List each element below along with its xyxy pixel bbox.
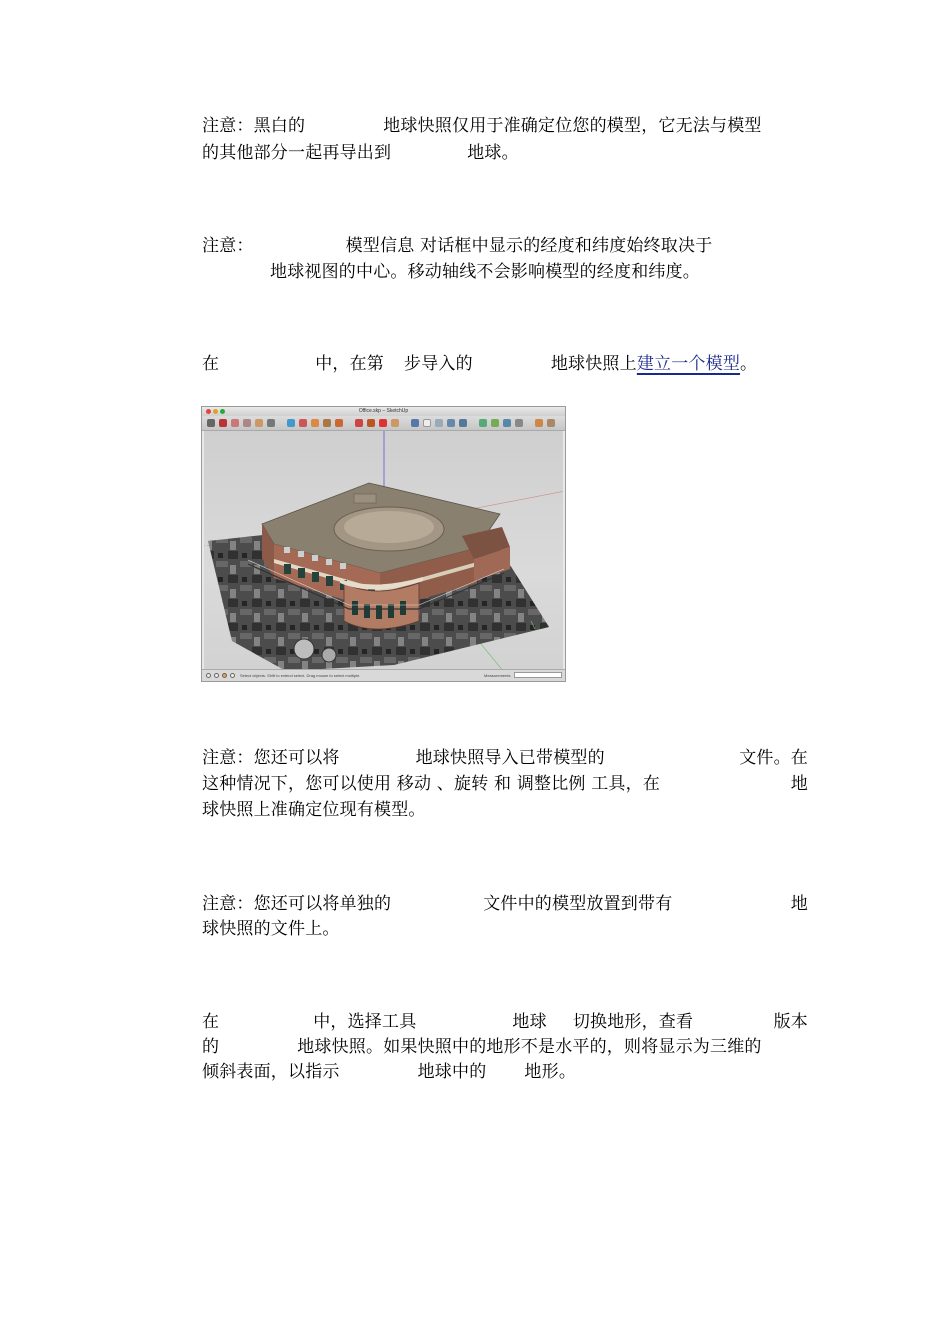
geolocation-status-icon <box>206 673 211 678</box>
orbit-tool-icon <box>411 419 419 427</box>
credits-status-icon <box>214 673 219 678</box>
move-tool-icon <box>299 419 307 427</box>
note2-line2: 地球视图的中心。移动轴线不会影响模型的经度和纬度。 <box>270 262 700 282</box>
eraser-tool-icon <box>231 419 239 427</box>
note3-line2: 这种情况下，您可以使用 移动 、旋转 和 调整比例 工具，在 地 <box>202 774 808 794</box>
building-model-render <box>204 431 563 670</box>
note4-line1: 注意：您还可以将单独的 文件中的模型放置到带有 地 <box>202 894 808 914</box>
note1-line2: 的其他部分一起再导出到 地球。 <box>202 143 519 163</box>
zoom-tool-icon <box>435 419 443 427</box>
toggle-terrain-icon <box>491 419 499 427</box>
note3-line3: 球快照上准确定位现有模型。 <box>202 800 426 820</box>
select-tool-icon <box>207 419 215 427</box>
components-icon <box>535 419 543 427</box>
note4-line2: 球快照的文件上。 <box>202 919 340 939</box>
sketchup-statusbar <box>202 669 565 681</box>
minimize-window-icon <box>213 409 218 414</box>
zoom-extents-tool-icon <box>459 419 467 427</box>
build-model-link[interactable]: 建立一个模型 <box>636 354 741 374</box>
status-text: Select objects. Shift to extend select. Drag mouse to select multiple. <box>240 673 361 678</box>
extension-icon <box>547 419 555 427</box>
get-models-icon <box>515 419 523 427</box>
tape-tool-icon <box>367 419 375 427</box>
measurements-field[interactable] <box>514 672 562 678</box>
note1-line1: 注意：黑白的 地球快照仅用于准确定位您的模型，它无法与模型 <box>202 116 762 136</box>
step-line: 在 中，在第 步导入的 地球快照上建立一个模型。 <box>202 354 758 374</box>
protractor-tool-icon <box>379 419 387 427</box>
rectangle-tool-icon <box>243 419 251 427</box>
get-location-icon <box>479 419 487 427</box>
note2-line1: 注意： 模型信息 对话框中显示的经度和纬度始终取决于 <box>202 236 713 256</box>
model-viewport[interactable] <box>204 431 563 670</box>
rotate-tool-icon <box>311 419 319 427</box>
user-status-icon <box>222 673 227 678</box>
scale-tool-icon <box>335 419 343 427</box>
text-tool-icon <box>391 419 399 427</box>
final-line2: 的 地球快照。如果快照中的地形不是水平的，则将显示为三维的 <box>202 1037 762 1057</box>
sketchup-screenshot <box>201 406 566 682</box>
measurements-label: Measurements <box>484 673 511 678</box>
help-status-icon <box>230 673 235 678</box>
pan-tool-icon <box>423 419 431 427</box>
place-model-icon <box>503 419 511 427</box>
offset-tool-icon <box>323 419 331 427</box>
sketchup-toolbar <box>202 416 565 431</box>
pencil-tool-icon <box>219 419 227 427</box>
pushpull-tool-icon <box>287 419 295 427</box>
zoom-window-tool-icon <box>447 419 455 427</box>
final-line1: 在 中，选择工具 地球 切换地形，查看 版本 <box>202 1012 808 1032</box>
note3-line1: 注意：您还可以将 地球快照导入已带模型的 文件。在 <box>202 748 808 768</box>
circle-tool-icon <box>255 419 263 427</box>
followme-tool-icon <box>355 419 363 427</box>
close-window-icon <box>206 409 211 414</box>
zoom-window-icon <box>220 409 225 414</box>
window-title: Office.skp – SketchUp <box>358 408 409 414</box>
final-line3: 倾斜表面，以指示 地球中的 地形。 <box>202 1062 577 1082</box>
arc-tool-icon <box>267 419 275 427</box>
